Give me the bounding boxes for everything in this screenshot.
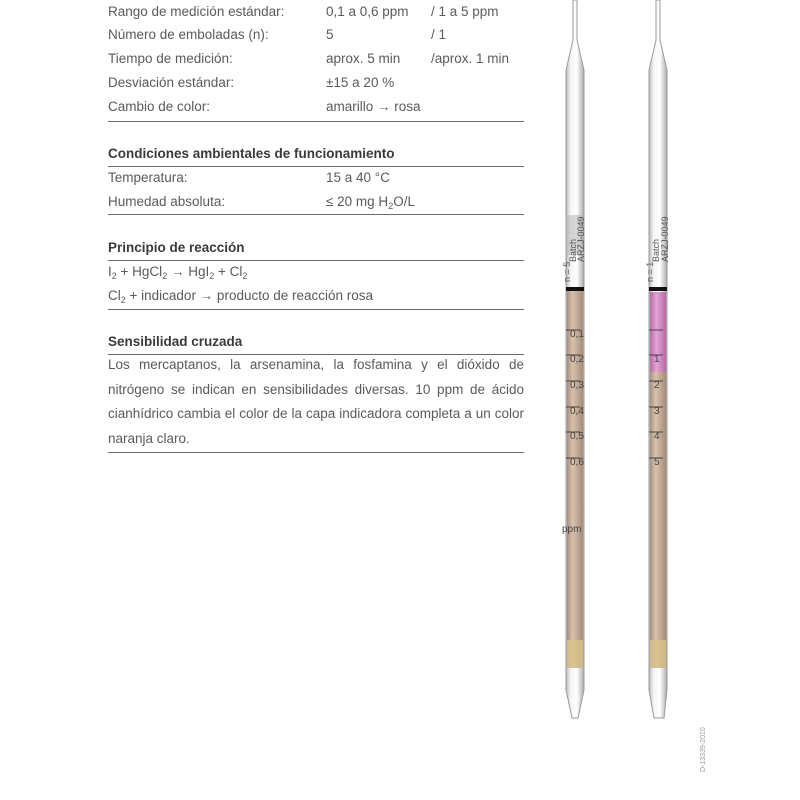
equation-text: I <box>108 264 112 279</box>
tube-scale-mark: 0,4 <box>570 406 584 417</box>
tube-scale-mark: 3 <box>654 406 660 417</box>
ambient-value: 15 a 40 °C <box>326 170 390 185</box>
tube-stroke-label: n = 5 <box>562 261 572 282</box>
tube-batch-code: ARZJ-0049 <box>576 216 586 262</box>
spec-label: Cambio de color: <box>108 99 211 114</box>
spec-value: aprox. 5 min <box>326 51 401 66</box>
subscript: 2 <box>209 271 215 281</box>
equation-text: + Cl <box>214 264 243 279</box>
spec-value-alt: / 1 a 5 ppm <box>431 4 499 19</box>
tube-stroke-label: n = 1 <box>645 261 655 282</box>
ambient-row-humidity <box>108 190 524 214</box>
divider <box>108 214 524 215</box>
spec-value: ±15 a 20 % <box>326 75 395 90</box>
tube-batch-code: ARZJ-0049 <box>660 216 670 262</box>
reaction-equation-1 <box>108 260 524 284</box>
reaction-equation-2 <box>108 284 524 308</box>
spec-row-time <box>108 47 524 71</box>
humidity-value-sub: 2 <box>388 201 394 211</box>
subscript: 2 <box>120 295 126 305</box>
tube-scale-mark: 1 <box>654 354 660 365</box>
humidity-value-suffix: O/L <box>393 194 415 209</box>
equation-text: + indicador → producto de reacción rosa <box>125 288 374 303</box>
cross-sensitivity-text: Los mercaptanos, la arsenamina, la fosfamina y el dióxido de nitrógeno se indican en sensibilidades diversas. 10 ppm de ácido cianhídrico cambia el color de la capa indicadora completa a un color naranja claro. <box>108 357 524 446</box>
equation-text: → HgI <box>167 264 210 279</box>
spec-label: Rango de medición estándar: <box>108 4 285 19</box>
subscript: 2 <box>162 271 168 281</box>
tube-scale-mark: 0,1 <box>570 329 584 340</box>
subscript: 2 <box>111 271 117 281</box>
subscript: 2 <box>242 271 248 281</box>
equation-text: + HgCl <box>116 264 163 279</box>
tube-scale-mark: 4 <box>654 431 660 442</box>
spec-label: Desviación estándar: <box>108 75 235 90</box>
section-heading-ambient: Condiciones ambientales de funcionamiento <box>108 146 395 161</box>
detector-tubes-image <box>540 0 700 730</box>
tube-scale-mark: 0,2 <box>570 354 584 365</box>
ambient-label: Temperatura: <box>108 170 188 185</box>
spec-value-alt: /aprox. 1 min <box>431 51 510 66</box>
spec-value: 0,1 a 0,6 ppm <box>326 4 409 19</box>
section-heading-reaction: Principio de reacción <box>108 240 245 255</box>
spec-row-range <box>108 0 524 24</box>
ambient-row-temperature <box>108 166 524 190</box>
divider <box>108 452 524 453</box>
ambient-value <box>326 190 415 214</box>
tube-scale-mark: 2 <box>654 380 660 391</box>
detector-tube-left <box>562 0 586 718</box>
section-heading-cross-sensitivity: Sensibilidad cruzada <box>108 334 243 349</box>
spec-row-deviation <box>108 71 524 95</box>
spec-label: Tiempo de medición: <box>108 51 233 66</box>
tube-scale-mark: 0,5 <box>570 431 584 442</box>
tube-scale-mark: 0,6 <box>570 457 584 468</box>
humidity-value-prefix: ≤ 20 mg H <box>326 194 389 209</box>
divider <box>108 121 524 122</box>
spec-value-alt: / 1 <box>431 27 447 42</box>
ambient-label: Humedad absoluta: <box>108 194 226 209</box>
divider <box>108 309 524 310</box>
equation-text: Cl <box>108 288 121 303</box>
tube-batch-label: Batch <box>568 238 578 262</box>
spec-value: amarillo → rosa <box>326 99 421 114</box>
spec-label: Número de emboladas (n): <box>108 27 269 42</box>
image-credit-text: D-13339-2010 <box>700 727 707 772</box>
spec-row-strokes <box>108 23 524 47</box>
tube-unit-label: ppm <box>562 524 582 535</box>
spec-value: 5 <box>326 27 334 42</box>
image-credit <box>700 712 714 772</box>
tube-scale-mark: 5 <box>654 457 660 468</box>
spec-row-color-change <box>108 95 524 119</box>
detector-tube-right <box>645 0 670 718</box>
tube-scale-mark: 0,3 <box>570 380 584 391</box>
tube-batch-label: Batch <box>651 238 661 262</box>
